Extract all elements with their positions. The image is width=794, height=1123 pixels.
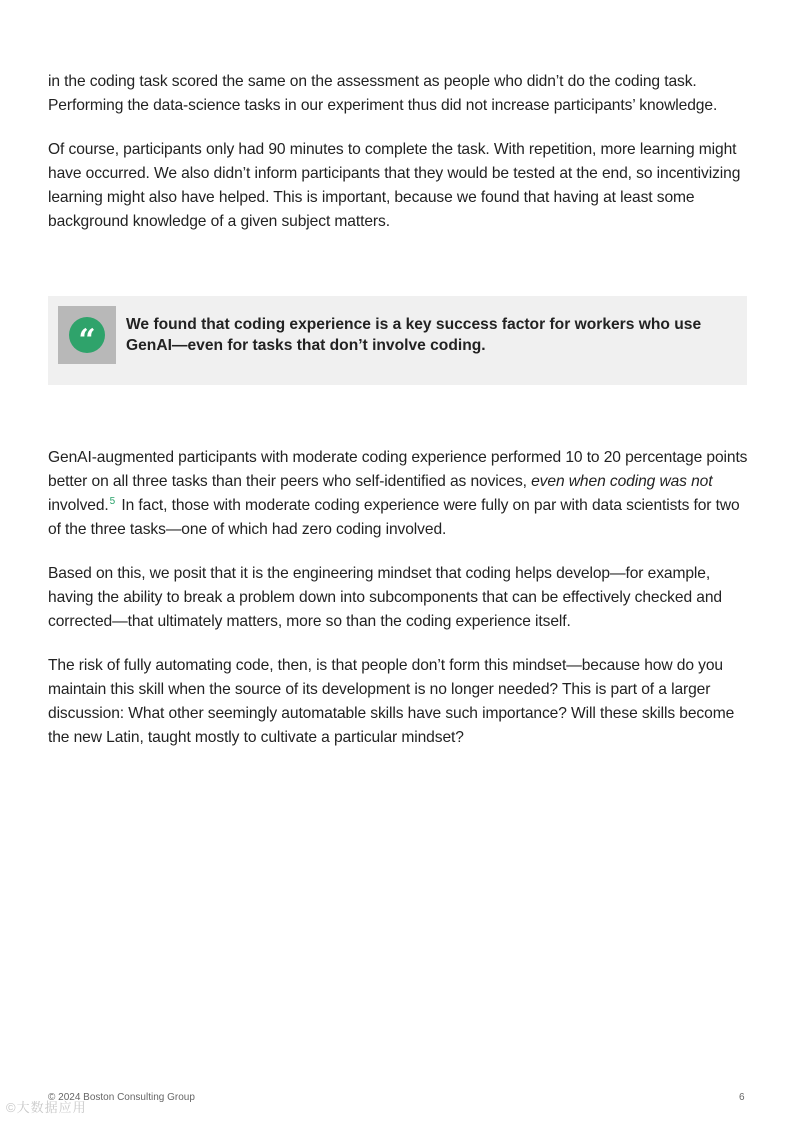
pull-quote-text: We found that coding experience is a key success factor for workers who use GenAI—even for tasks that don’t involve coding.: [126, 316, 702, 354]
paragraph-genai-italic: even when coding was not: [531, 473, 713, 490]
paragraph-1: in the coding task scored the same on the assessment as people who didn’t do the coding task. Performing the data-science tasks in our experiment thus did not increase participants’ knowledge.: [48, 73, 718, 114]
paragraph-risk: The risk of fully automating code, then, is that people don’t form this mindset—because how do you maintain this skill when the source of its development is no longer needed? This is part of a larger discussion: What other seemingly automatable skills have such importance? Will these skills become the new Latin, taught mostly to cultivate a particular mindset?: [48, 657, 735, 746]
pull-quote-callout: [48, 296, 747, 385]
footer-copyright: © 2024 Boston Consulting Group: [48, 1092, 195, 1103]
paragraph-genai-involved: involved.: [48, 497, 109, 514]
paragraph-2: Of course, participants only had 90 minutes to complete the task. With repetition, more learning might have occurred. We also didn’t inform participants that they would be tested at the end, so incentivizing learning might also have helped. This is important, because we found that having at least some background knowledge of a given subject matters.: [48, 141, 741, 230]
footnote-link[interactable]: 5: [109, 496, 116, 507]
page-number: 6: [739, 1092, 745, 1103]
quote-icon: “: [69, 317, 105, 353]
body-text-bottom: [48, 446, 748, 770]
paragraph-genai-start: GenAI-augmented participants with moderate coding experience performed 10 to 20 percentage points better on all three tasks than their peers who self-identified as novices,: [48, 449, 748, 490]
paragraph-genai-rest: In fact, those with moderate coding experience were fully on par with data scientists for two of the three tasks—one of which had zero coding involved.: [48, 497, 740, 538]
body-text-top: [48, 70, 748, 254]
paragraph-engineering-mindset: Based on this, we posit that it is the engineering mindset that coding helps develop—for example, having the ability to break a problem down into subcomponents that can be effectively checked and corrected—that ultimately matters, more so than the coding experience itself.: [48, 565, 722, 630]
quote-icon-box: [58, 306, 116, 364]
watermark-logo: ©大数据应用: [6, 1100, 87, 1115]
paragraph-genai: [48, 446, 748, 542]
